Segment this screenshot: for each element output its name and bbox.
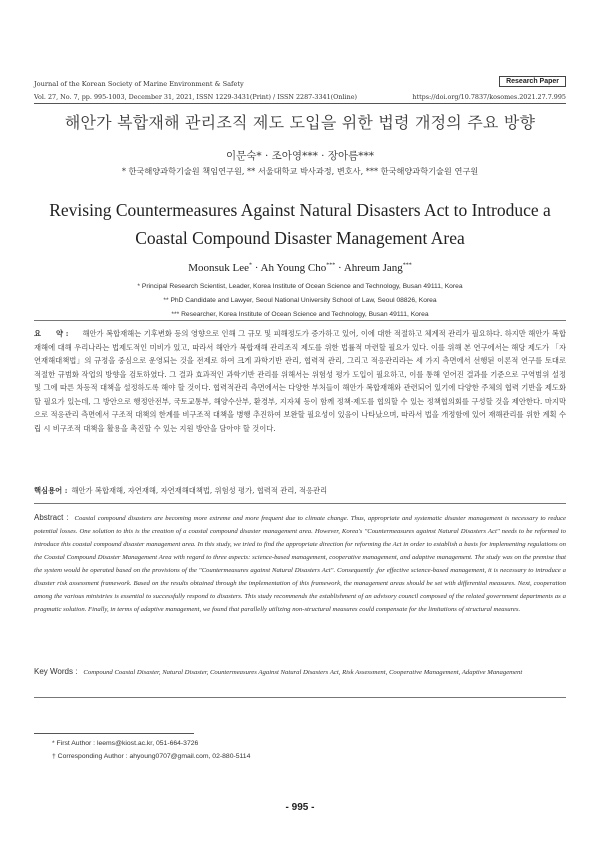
author-1-mark: * — [248, 262, 252, 269]
english-title-line-2: Coastal Compound Disaster Management Area — [135, 228, 465, 248]
english-title-line-1: Revising Countermeasures Against Natural Disasters Act to Introduce a — [49, 200, 551, 220]
journal-name: Journal of the Korean Society of Marine Environment & Safety — [34, 80, 244, 88]
english-keywords-label: Key Words : — [34, 667, 78, 676]
author-separator: · — [251, 262, 261, 274]
english-keywords — [34, 665, 566, 679]
author-separator: · — [335, 262, 344, 274]
footnote-first-author: * First Author : leems@kiost.ac.kr, 051-664-3726 — [52, 740, 199, 747]
english-title — [0, 196, 600, 252]
author-2-mark: *** — [326, 262, 336, 269]
abstract-top-rule — [34, 320, 566, 321]
header-divider — [34, 103, 566, 104]
english-authors — [0, 262, 600, 274]
korean-abstract-text: 해안가 복합재해는 기후변화 등의 영향으로 인해 그 규모 및 피해정도가 증가하고 있어, 이에 대한 적절하고 체계적 관리가 필요하다. 하지만 해안가 복합재해에 대해 우리나라는 법제도적인 미비가 있고, 따라서 해안가 복합재해 관리조직 제도를 위한 법률적 마련할 필요가 있다. 이를 위해 본 연구에서는 해당 제도가 「자연재해대책법」의 규정을 중심으로 운영되는 것을 전제로 하여 크게 과학기반 관리, 협력적 관리, 그리고 적응관리라는 세 가지 측면에서 선행된 이론적 연구를 토대로 적절한 규범화 작업의 방향을 검토하였다. 그 결과 효과적인 과학기반 관리를 위해서는 위험성 평가 도입이 필요하고, 이를 통해 얻어진 결과를 기준으로 구역범위 설정 및 그에 따른 차등적 대책을 설정하도록 해야 할 것이다. 협력적관리 측면에서는 다양한 부처들이 해안가 복합재해와 관련되어 있기에 다양한 주체의 협력 기반을 제도화할 필요가 있는데, 그 방안으로 행정안전부, 국토교통부, 해양수산부, 환경부, 지자체 등이 함께 정책·제도를 협의할 수 있는 정책협의회를 구성할 것을 제안한다. 마지막으로 적응관리 측면에서 구조적 대책의 한계를 비구조적 대책을 병행 추진하여 보완할 필요성이 있음이 나타났으며, 따라서 법을 개정함에 있어 재해관리를 위한 계획 수립 시 비구조적 대책을 활용을 촉진할 수 있는 지원 방안을 담아야 할 것이다. — [34, 329, 566, 433]
korean-title: 해안가 복합재해 관리조직 제도 도입을 위한 법령 개정의 주요 방향 — [64, 113, 536, 132]
english-abstract — [34, 511, 566, 616]
korean-abstract-label: 요 약 : — [34, 329, 69, 338]
page-number: - 995 - — [285, 802, 315, 813]
doi-link[interactable]: https://doi.org/10.7837/kosomes.2021.27.7.995 — [412, 93, 566, 101]
korean-keywords — [34, 486, 327, 496]
author-2: Ah Young Cho — [260, 262, 327, 274]
english-abstract-label: Abstract : — [34, 513, 69, 522]
affiliation-3: *** Researcher, Korea Institute of Ocean Science and Technology, Busan 49111, Korea — [171, 311, 429, 318]
abstract-bottom-rule — [34, 697, 566, 698]
english-keywords-text: Compound Coastal Disaster, Natural Disaster, Countermeasures Against Natural Disasters Act, Risk Assessment, Cooperative Management, Adaptive Management — [83, 669, 523, 676]
english-affiliations — [0, 280, 600, 322]
korean-authors: 이문숙* · 조아영*** · 장아름*** — [225, 150, 375, 162]
author-1: Moonsuk Lee — [188, 262, 249, 274]
affiliation-1: * Principal Research Scientist, Leader, Korea Institute of Ocean Science and Technology, Busan 49111, Korea — [137, 283, 463, 290]
footnote-corresponding-author: † Corresponding Author : ahyoung0707@gmail.com, 02-880-5114 — [52, 753, 251, 760]
author-3: Ahreum Jang — [343, 262, 403, 274]
footnote-divider — [34, 733, 194, 734]
korean-abstract — [34, 327, 566, 435]
affiliation-2: ** PhD Candidate and Lawyer, Seoul National University School of Law, Seoul 08826, Korea — [163, 297, 437, 304]
korean-keywords-text: 해안가 복합재해, 자연재해, 자연재해대책법, 위험성 평가, 협력적 관리, 적응관리 — [71, 486, 328, 495]
english-abstract-text: Coastal compound disasters are becoming more extreme and more frequent due to climate change. Thus, appropriate and systematic disaster management is necessary to reduce potential losses. One solution to this is the creation of a coastal compound disaster management area. However, Korea's "Countermeasures against Natural Disasters Act" needs to be reformed to introduce this coastal compound disaster management area. In this study, we tried to find the appropriate direction for reforming the Act in order to establish a basis for implementing regulations on the Coastal Compound Disaster Management Area with regard to three aspects: science-based management, cooperative management, and adaptive management. The study was on the premise that the system would be operated based on the provisions of the "Countermeasures against Natural Disasters Act". Consequently ,for effective science-based management, it is necessary to introduce a disaster risk assessment framework. Based on the results obtained through the implementation of this framework, the management areas should be set with differential measures. Next, cooperation among the various ministries is essential to successfully respond to disasters. This study recommends the establishment of an advisory council composed of the related government departments as a pragmatic solution. Finally, in terms of adaptive management, we found that parallelly utilizing non-structural measures could compensate for the limitations of structural measures. — [34, 515, 567, 613]
author-3-mark: *** — [402, 262, 412, 269]
korean-keywords-label: 핵심용어 : — [34, 486, 68, 495]
korean-affiliations: * 한국해양과학기술원 책임연구원, ** 서울대학교 박사과정, 변호사, *** 한국해양과학기술원 연구원 — [121, 166, 479, 176]
volume-info: Vol. 27, No. 7, pp. 995-1003, December 31, 2021, ISSN 1229-3431(Print) / ISSN 2287-3341(Online) — [34, 93, 357, 101]
abstract-middle-rule — [34, 503, 566, 504]
article-type-badge: Research Paper — [499, 76, 566, 87]
